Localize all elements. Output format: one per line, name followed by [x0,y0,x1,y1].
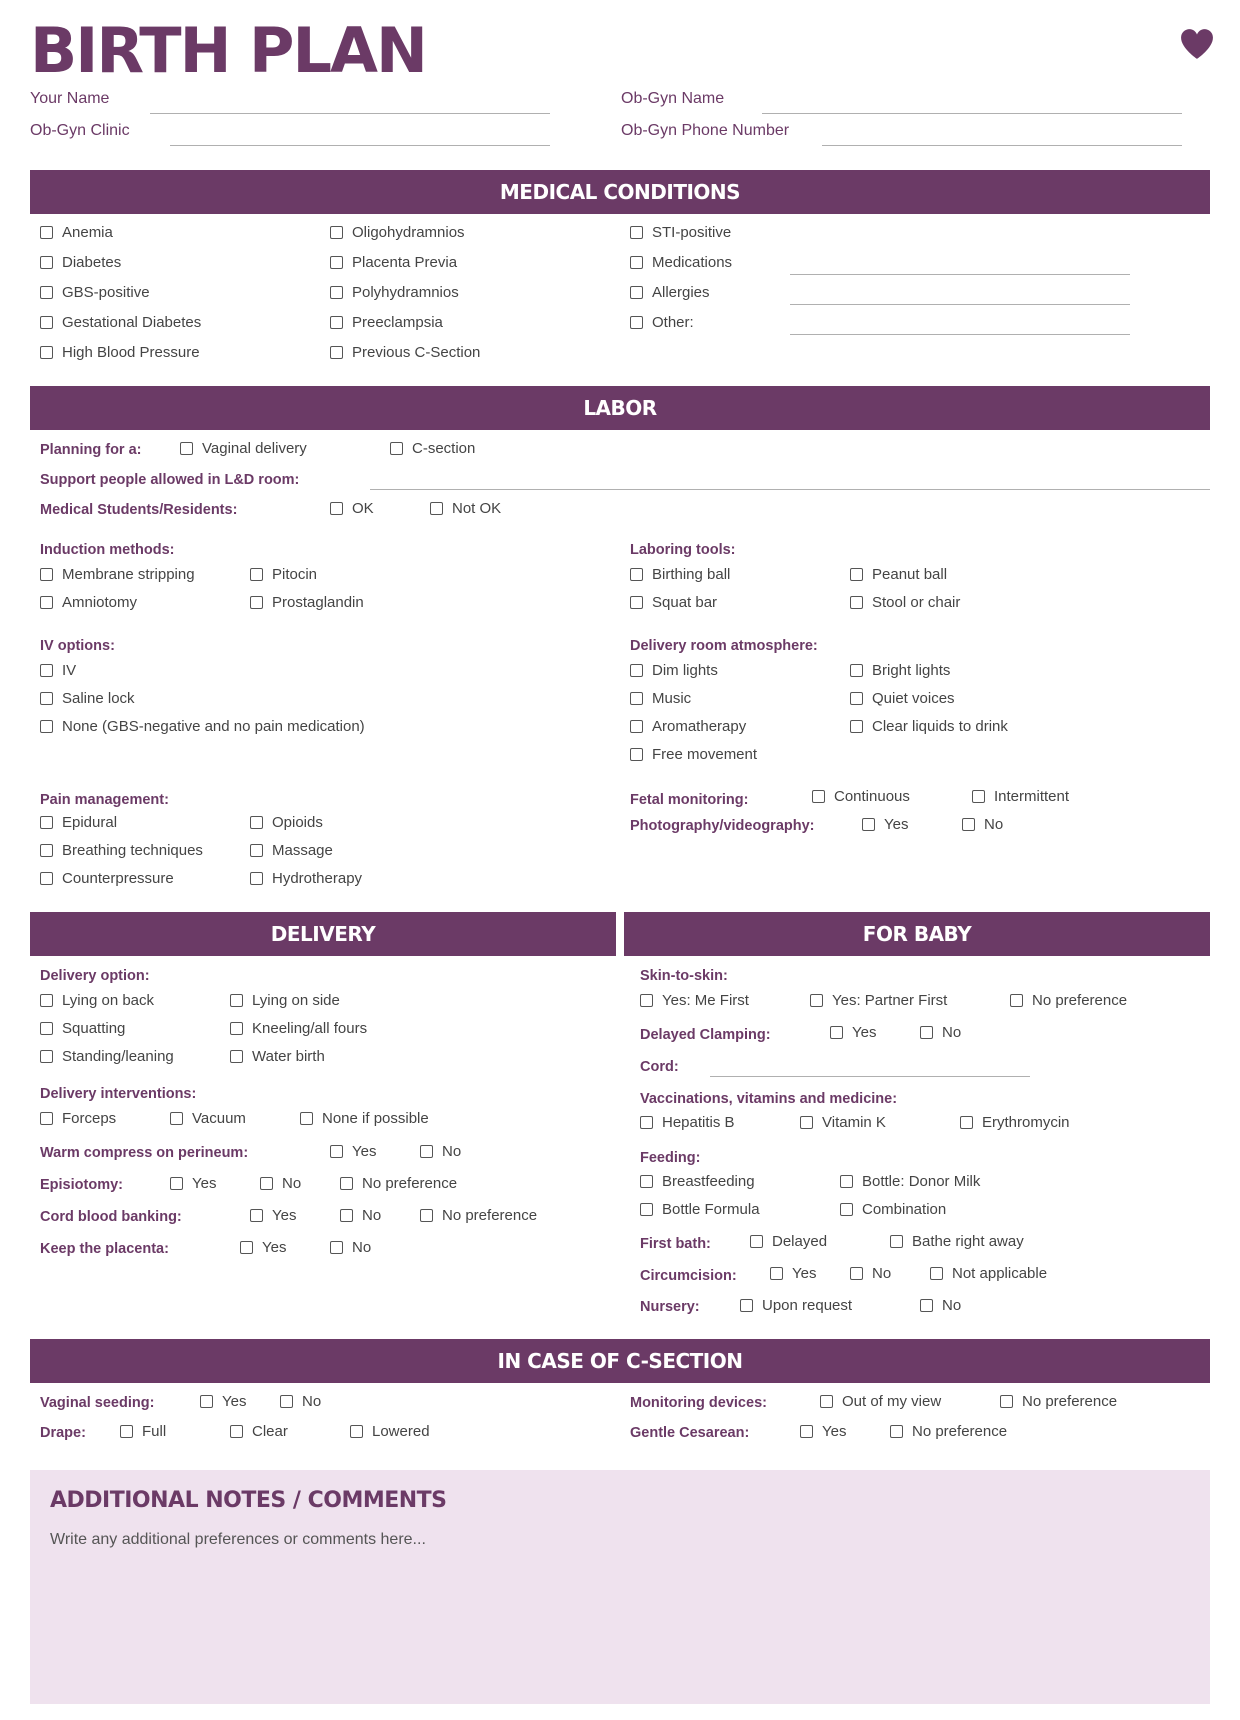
cord-blood-banking-label: Cord blood banking: [40,1209,182,1225]
checkbox-sti-positive[interactable]: STI-positive [630,222,731,242]
checkbox-bottle-formula[interactable]: Bottle Formula [640,1199,760,1219]
gentle-cesarean-label: Gentle Cesarean: [630,1425,750,1441]
laboring-tools-label: Laboring tools: [630,542,736,558]
checkbox-intermittent[interactable]: Intermittent [972,786,1069,806]
checkbox-kneeling[interactable]: Kneeling/all fours [230,1018,367,1038]
notes-title: ADDITIONAL NOTES / COMMENTS [50,1488,447,1513]
obgyn-name-label: Ob-Gyn Name [621,90,725,107]
delayed-clamping-label: Delayed Clamping: [640,1027,771,1043]
photography-label: Photography/videography: [630,818,815,834]
delivery-option-label: Delivery option: [40,968,150,984]
obgyn-clinic-field[interactable] [170,145,550,146]
checkbox-music[interactable]: Music [630,688,691,708]
checkbox-pitocin[interactable]: Pitocin [250,564,317,584]
keep-placenta-label: Keep the placenta: [40,1241,169,1257]
checkbox-warm-compress-no[interactable]: No [420,1141,461,1161]
checkbox-hydrotherapy[interactable]: Hydrotherapy [250,868,362,888]
section-for-baby: FOR BABY [624,912,1210,956]
checkbox-monitoring-out-of-view[interactable]: Out of my view [820,1391,941,1411]
checkbox-cord-blood-no[interactable]: No [340,1205,381,1225]
checkbox-aromatherapy[interactable]: Aromatherapy [630,716,746,736]
checkbox-epidural[interactable]: Epidural [40,812,117,832]
checkbox-nursery-no[interactable]: No [920,1295,961,1315]
delivery-room-atmosphere-label: Delivery room atmosphere: [630,638,818,654]
checkbox-counterpressure[interactable]: Counterpressure [40,868,174,888]
checkbox-c-section[interactable]: C-section [390,438,475,458]
vaccinations-label: Vaccinations, vitamins and medicine: [640,1091,898,1107]
nursery-label: Nursery: [640,1299,700,1315]
checkbox-allergies[interactable]: Allergies [630,282,710,302]
checkbox-students-ok[interactable]: OK [330,498,374,518]
checkbox-diabetes[interactable]: Diabetes [40,252,121,272]
checkbox-nursery-upon-request[interactable]: Upon request [740,1295,852,1315]
checkbox-drape-lowered[interactable]: Lowered [350,1421,430,1441]
checkbox-photography-yes[interactable]: Yes [862,814,908,834]
checkbox-erythromycin[interactable]: Erythromycin [960,1112,1070,1132]
checkbox-anemia[interactable]: Anemia [40,222,113,242]
fetal-monitoring-label: Fetal monitoring: [630,792,749,808]
checkbox-saline-lock[interactable]: Saline lock [40,688,135,708]
monitoring-devices-label: Monitoring devices: [630,1395,767,1411]
checkbox-placenta-no[interactable]: No [330,1237,371,1257]
allergies-field[interactable] [790,304,1130,305]
checkbox-oligohydramnios[interactable]: Oligohydramnios [330,222,465,242]
checkbox-amniotomy[interactable]: Amniotomy [40,592,137,612]
checkbox-seeding-yes[interactable]: Yes [200,1391,246,1411]
checkbox-iv[interactable]: IV [40,660,76,680]
checkbox-episiotomy-yes[interactable]: Yes [170,1173,216,1193]
checkbox-episiotomy-no-preference[interactable]: No preference [340,1173,457,1193]
checkbox-preeclampsia[interactable]: Preeclampsia [330,312,443,332]
heart-icon [1180,26,1214,62]
checkbox-peanut-ball[interactable]: Peanut ball [850,564,947,584]
checkbox-massage[interactable]: Massage [250,840,333,860]
checkbox-photography-no[interactable]: No [962,814,1003,834]
checkbox-seeding-no[interactable]: No [280,1391,321,1411]
obgyn-clinic-label: Ob-Gyn Clinic [30,122,130,139]
checkbox-water-birth[interactable]: Water birth [230,1046,325,1066]
checkbox-clamping-yes[interactable]: Yes [830,1022,876,1042]
cord-label: Cord: [640,1059,679,1075]
checkbox-quiet-voices[interactable]: Quiet voices [850,688,955,708]
checkbox-cord-blood-no-preference[interactable]: No preference [420,1205,537,1225]
checkbox-standing-leaning[interactable]: Standing/leaning [40,1046,174,1066]
checkbox-breastfeeding[interactable]: Breastfeeding [640,1171,755,1191]
pain-management-label: Pain management: [40,792,169,808]
cord-field[interactable] [710,1076,1030,1077]
section-labor: LABOR [30,386,1210,430]
medical-students-label: Medical Students/Residents: [40,502,238,518]
checkbox-gestational-diabetes[interactable]: Gestational Diabetes [40,312,201,332]
checkbox-drape-full[interactable]: Full [120,1421,166,1441]
first-bath-label: First bath: [640,1236,711,1252]
checkbox-skin-no-preference[interactable]: No preference [1010,990,1127,1010]
checkbox-combination[interactable]: Combination [840,1199,946,1219]
checkbox-bathe-right-away[interactable]: Bathe right away [890,1231,1024,1251]
induction-methods-label: Induction methods: [40,542,175,558]
checkbox-gbs-positive[interactable]: GBS-positive [40,282,150,302]
checkbox-clear-liquids[interactable]: Clear liquids to drink [850,716,1008,736]
section-medical-conditions: MEDICAL CONDITIONS [30,170,1210,214]
checkbox-clamping-no[interactable]: No [920,1022,961,1042]
checkbox-membrane-stripping[interactable]: Membrane stripping [40,564,195,584]
checkbox-birthing-ball[interactable]: Birthing ball [630,564,730,584]
your-name-label: Your Name [30,90,110,107]
checkbox-gentle-cesarean-no-preference[interactable]: No preference [890,1421,1007,1441]
checkbox-vacuum[interactable]: Vacuum [170,1108,246,1128]
checkbox-students-not-ok[interactable]: Not OK [430,498,501,518]
checkbox-vitamin-k[interactable]: Vitamin K [800,1112,886,1132]
checkbox-squatting[interactable]: Squatting [40,1018,125,1038]
checkbox-none-if-possible[interactable]: None if possible [300,1108,429,1128]
skin-to-skin-label: Skin-to-skin: [640,968,728,984]
drape-label: Drape: [40,1425,86,1441]
planning-for-label: Planning for a: [40,442,142,458]
checkbox-stool-or-chair[interactable]: Stool or chair [850,592,960,612]
checkbox-bath-delayed[interactable]: Delayed [750,1231,827,1251]
obgyn-name-field[interactable] [762,113,1182,114]
notes-placeholder[interactable]: Write any additional preferences or comments here... [50,1531,426,1548]
other-field[interactable] [790,334,1130,335]
obgyn-phone-field[interactable] [822,145,1182,146]
feeding-label: Feeding: [640,1150,701,1166]
section-delivery: DELIVERY [30,912,616,956]
iv-options-label: IV options: [40,638,115,654]
checkbox-hepatitis-b[interactable]: Hepatitis B [640,1112,735,1132]
checkbox-polyhydramnios[interactable]: Polyhydramnios [330,282,459,302]
checkbox-dim-lights[interactable]: Dim lights [630,660,718,680]
checkbox-forceps[interactable]: Forceps [40,1108,116,1128]
checkbox-medications[interactable]: Medications [630,252,732,272]
checkbox-vaginal-delivery[interactable]: Vaginal delivery [180,438,307,458]
section-c-section: IN CASE OF C-SECTION [30,1339,1210,1383]
checkbox-continuous[interactable]: Continuous [812,786,910,806]
checkbox-bottle-donor-milk[interactable]: Bottle: Donor Milk [840,1171,980,1191]
checkbox-monitoring-no-preference[interactable]: No preference [1000,1391,1117,1411]
checkbox-placenta-previa[interactable]: Placenta Previa [330,252,457,272]
checkbox-prostaglandin[interactable]: Prostaglandin [250,592,364,612]
your-name-field[interactable] [150,113,550,114]
checkbox-bright-lights[interactable]: Bright lights [850,660,950,680]
medications-field[interactable] [790,274,1130,275]
circumcision-label: Circumcision: [640,1268,737,1284]
checkbox-skin-me-first[interactable]: Yes: Me First [640,990,749,1010]
vaginal-seeding-label: Vaginal seeding: [40,1395,155,1411]
checkbox-cord-blood-yes[interactable]: Yes [250,1205,296,1225]
checkbox-free-movement[interactable]: Free movement [630,744,757,764]
page-title: BIRTH PLAN [30,14,426,87]
checkbox-previous-c-section[interactable]: Previous C-Section [330,342,480,362]
support-people-field[interactable] [370,489,1210,490]
checkbox-lying-on-back[interactable]: Lying on back [40,990,154,1010]
checkbox-warm-compress-yes[interactable]: Yes [330,1141,376,1161]
checkbox-placenta-yes[interactable]: Yes [240,1237,286,1257]
checkbox-iv-none[interactable]: None (GBS-negative and no pain medication) [40,716,365,736]
checkbox-skin-partner-first[interactable]: Yes: Partner First [810,990,947,1010]
checkbox-lying-on-side[interactable]: Lying on side [230,990,340,1010]
checkbox-high-blood-pressure[interactable]: High Blood Pressure [40,342,200,362]
obgyn-phone-label: Ob-Gyn Phone Number [621,122,790,139]
warm-compress-label: Warm compress on perineum: [40,1145,249,1161]
checkbox-circumcision-not-applicable[interactable]: Not applicable [930,1263,1047,1283]
checkbox-circumcision-yes[interactable]: Yes [770,1263,816,1283]
checkbox-circumcision-no[interactable]: No [850,1263,891,1283]
checkbox-episiotomy-no[interactable]: No [260,1173,301,1193]
checkbox-gentle-cesarean-yes[interactable]: Yes [800,1421,846,1441]
episiotomy-label: Episiotomy: [40,1177,123,1193]
support-people-label: Support people allowed in L&D room: [40,472,300,488]
checkbox-other[interactable]: Other: [630,312,694,332]
checkbox-drape-clear[interactable]: Clear [230,1421,288,1441]
delivery-interventions-label: Delivery interventions: [40,1086,197,1102]
checkbox-breathing-techniques[interactable]: Breathing techniques [40,840,203,860]
checkbox-squat-bar[interactable]: Squat bar [630,592,717,612]
checkbox-opioids[interactable]: Opioids [250,812,323,832]
